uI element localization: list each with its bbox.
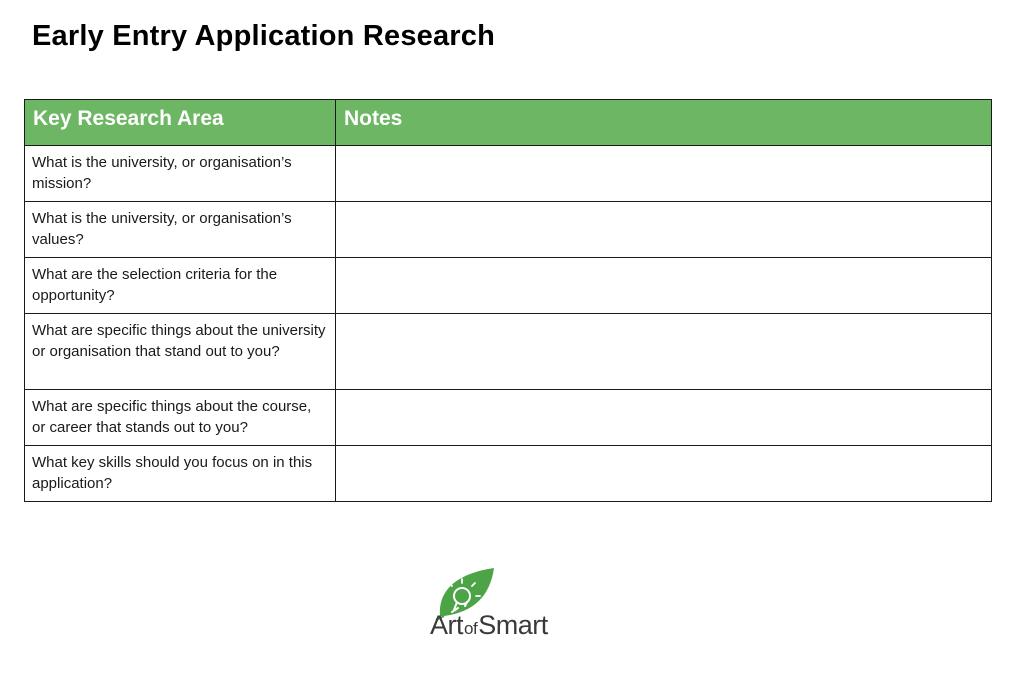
logo-word-of: of: [464, 619, 478, 638]
header-notes: Notes: [336, 100, 992, 146]
table-row: [25, 258, 992, 314]
logo-wordmark: [430, 610, 548, 641]
research-area-cell: What are specific things about the university or organisation that stand out to you?: [25, 314, 336, 390]
research-area-cell: What key skills should you focus on in this application?: [25, 446, 336, 502]
notes-cell[interactable]: [336, 446, 992, 502]
notes-cell[interactable]: [336, 314, 992, 390]
table-row: [25, 314, 992, 390]
research-area-cell: What are the selection criteria for the opportunity?: [25, 258, 336, 314]
notes-cell[interactable]: [336, 146, 992, 202]
notes-cell[interactable]: [336, 258, 992, 314]
table-row: [25, 390, 992, 446]
table-row: [25, 202, 992, 258]
logo-word-art: Art: [430, 610, 464, 640]
research-area-cell: What are specific things about the course, or career that stands out to you?: [25, 390, 336, 446]
table-header-row: [25, 100, 992, 146]
research-area-cell: What is the university, or organisation’s values?: [25, 202, 336, 258]
art-of-smart-logo: [428, 566, 568, 644]
page-title: Early Entry Application Research: [32, 20, 496, 52]
research-area-cell: What is the university, or organisation’s mission?: [25, 146, 336, 202]
table-row: [25, 446, 992, 502]
research-table: [24, 99, 992, 502]
notes-cell[interactable]: [336, 390, 992, 446]
logo-word-smart: Smart: [478, 610, 548, 640]
table-row: [25, 146, 992, 202]
notes-cell[interactable]: [336, 202, 992, 258]
header-key-research-area: Key Research Area: [25, 100, 336, 146]
